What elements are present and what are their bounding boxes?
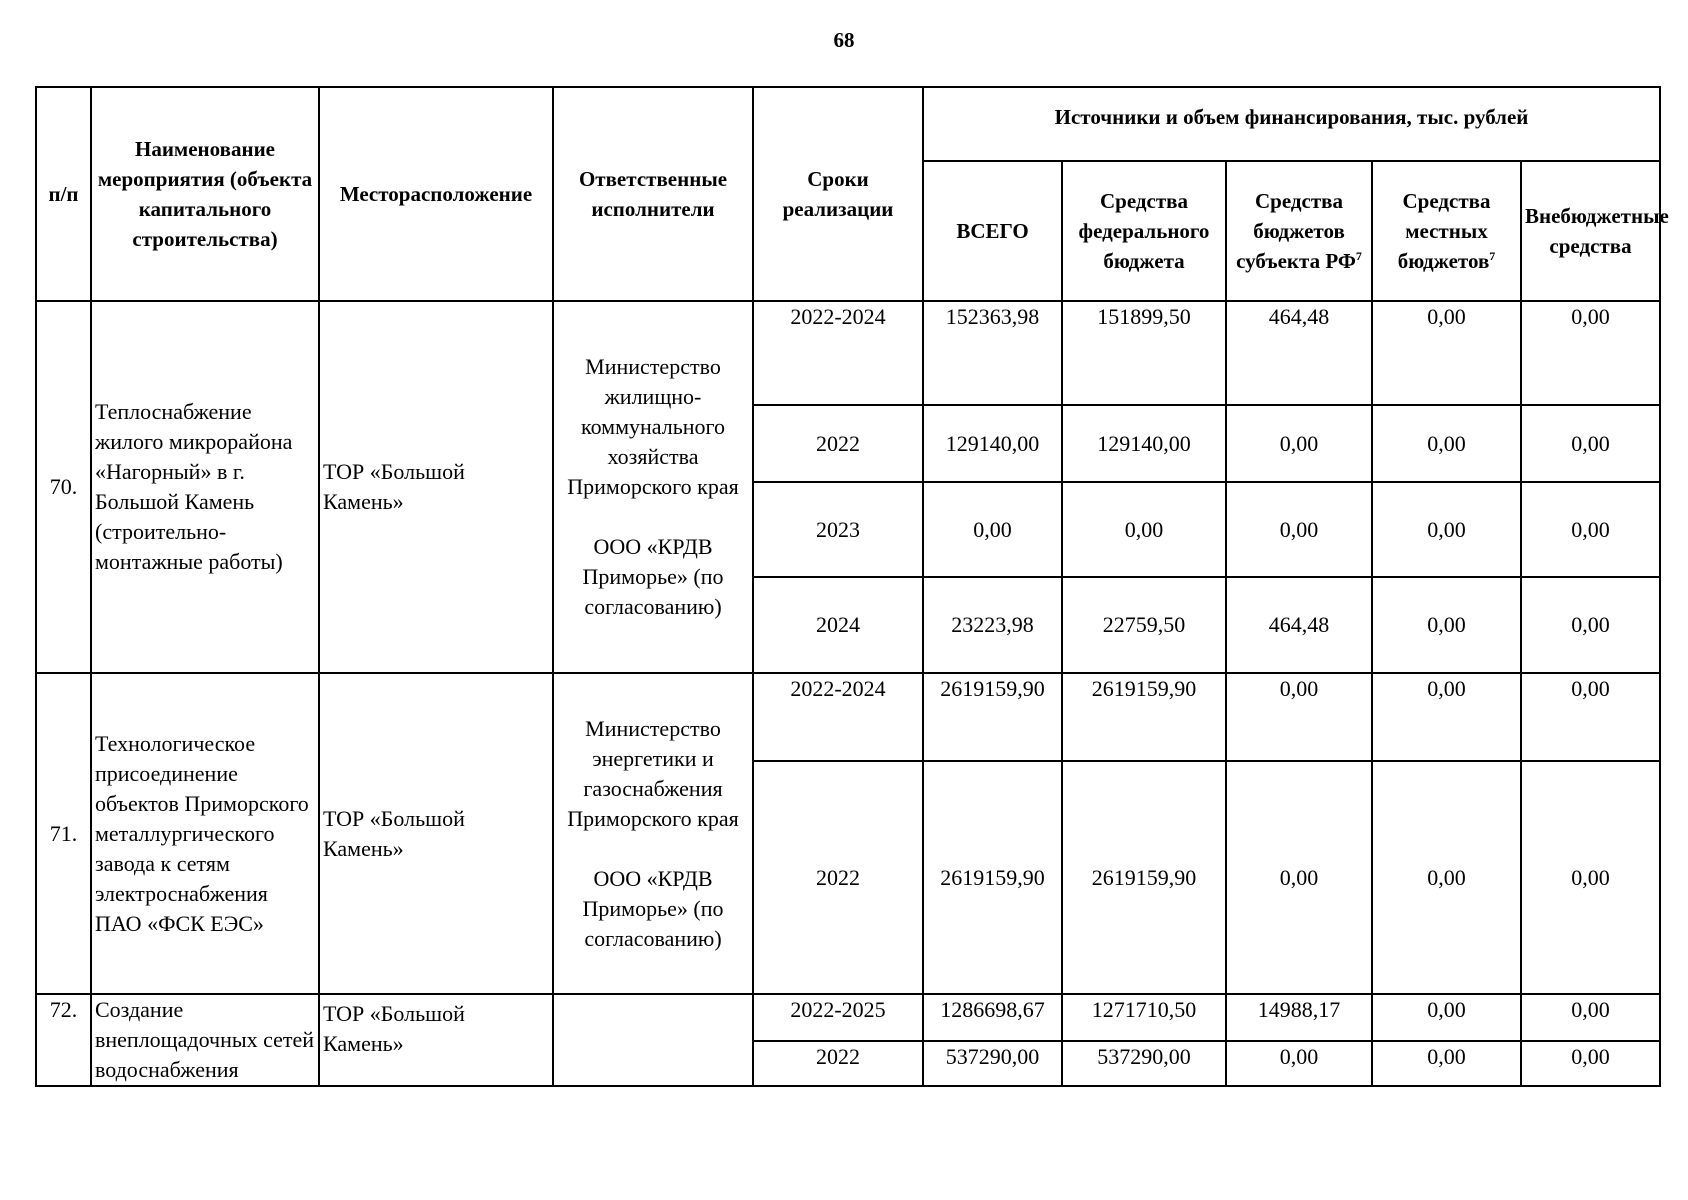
cell-federal: 0,00: [1062, 482, 1226, 577]
cell-local: 0,00: [1372, 761, 1521, 994]
header-offbudget: Внебюджетные средства: [1521, 161, 1660, 301]
header-local-footnote: 7: [1489, 249, 1496, 263]
cell-subject: 0,00: [1226, 761, 1372, 994]
cell-subject: 0,00: [1226, 1041, 1372, 1086]
cell-total: 537290,00: [923, 1041, 1062, 1086]
cell-local: 0,00: [1372, 1041, 1521, 1086]
cell-total: 0,00: [923, 482, 1062, 577]
cell-offbudget: 0,00: [1521, 405, 1660, 482]
cell-federal: 1271710,50: [1062, 994, 1226, 1041]
cell-total: 23223,98: [923, 577, 1062, 673]
row-location: ТОР «Большой Камень»: [319, 994, 553, 1086]
header-index: п/п: [36, 87, 91, 301]
cell-offbudget: 0,00: [1521, 994, 1660, 1041]
cell-federal: 22759,50: [1062, 577, 1226, 673]
cell-offbudget: 0,00: [1521, 577, 1660, 673]
cell-federal: 537290,00: [1062, 1041, 1226, 1086]
cell-subject: 0,00: [1226, 405, 1372, 482]
cell-subject: 0,00: [1226, 673, 1372, 761]
cell-term: 2023: [753, 482, 923, 577]
row-index: 72.: [36, 994, 91, 1086]
table-row: [36, 994, 1660, 1041]
row-executors: [553, 301, 753, 673]
executor-company: ООО «КРДВ Приморье» (по согласованию): [582, 865, 724, 951]
row-index: 71.: [36, 673, 91, 994]
row-name: Теплоснабжение жилого микрорайона «Нагорный» в г. Большой Камень (строительно-монтажные работы): [91, 301, 319, 673]
cell-total: 129140,00: [923, 405, 1062, 482]
table-row: [36, 301, 1660, 405]
cell-term: 2022: [753, 1041, 923, 1086]
row-location: ТОР «Большой Камень»: [319, 301, 553, 673]
executor-ministry: Министерство жилищно-коммунального хозяйства Приморского края: [567, 354, 739, 499]
cell-federal: 151899,50: [1062, 301, 1226, 405]
cell-local: 0,00: [1372, 405, 1521, 482]
cell-local: 0,00: [1372, 577, 1521, 673]
cell-total: 2619159,90: [923, 673, 1062, 761]
header-financing-group: Источники и объем финансирования, тыс. рублей: [923, 87, 1660, 161]
header-total: ВСЕГО: [923, 161, 1062, 301]
financing-table: [35, 86, 1669, 1087]
cell-federal: 2619159,90: [1062, 761, 1226, 994]
row-index: 70.: [36, 301, 91, 673]
header-subject-label: Средства бюджетов субъекта РФ: [1236, 189, 1356, 273]
cell-offbudget: 0,00: [1521, 673, 1660, 761]
cell-subject: 464,48: [1226, 577, 1372, 673]
row-executors: [553, 673, 753, 994]
cell-total: 152363,98: [923, 301, 1062, 405]
cell-term: 2022-2024: [753, 301, 923, 405]
cell-total: 2619159,90: [923, 761, 1062, 994]
header-name: Наименование мероприятия (объекта капитального строительства): [91, 87, 319, 301]
cell-local: 0,00: [1372, 301, 1521, 405]
cell-offbudget: 0,00: [1521, 301, 1660, 405]
cell-term: 2022: [753, 405, 923, 482]
header-local-label: Средства местных бюджетов: [1397, 189, 1491, 273]
cell-local: 0,00: [1372, 673, 1521, 761]
cell-subject: 14988,17: [1226, 994, 1372, 1041]
cell-term: 2024: [753, 577, 923, 673]
header-subject: [1226, 161, 1372, 301]
cell-term: 2022-2025: [753, 994, 923, 1041]
header-local: [1372, 161, 1521, 301]
cell-offbudget: 0,00: [1521, 1041, 1660, 1086]
cell-federal: 129140,00: [1062, 405, 1226, 482]
cell-federal: 2619159,90: [1062, 673, 1226, 761]
cell-term: 2022-2024: [753, 673, 923, 761]
row-name: Технологическое присоединение объектов Приморского металлургического завода к сетям электроснабжения ПАО «ФСК ЕЭС»: [91, 673, 319, 994]
executor-ministry: Министерство энергетики и газоснабжения Приморского края: [567, 715, 739, 831]
cell-subject: 0,00: [1226, 482, 1372, 577]
cell-offbudget: 0,00: [1521, 761, 1660, 994]
cell-local: 0,00: [1372, 994, 1521, 1041]
header-executors: Ответственные исполнители: [553, 87, 753, 301]
executor-company: ООО «КРДВ Приморье» (по согласованию): [582, 534, 724, 619]
row-executors: [553, 994, 753, 1086]
cell-offbudget: 0,00: [1521, 482, 1660, 577]
row-location: ТОР «Большой Камень»: [319, 673, 553, 994]
header-location: Месторасположение: [319, 87, 553, 301]
cell-term: 2022: [753, 761, 923, 994]
cell-total: 1286698,67: [923, 994, 1062, 1041]
cell-subject: 464,48: [1226, 301, 1372, 405]
header-terms: Сроки реализации: [753, 87, 923, 301]
cell-local: 0,00: [1372, 482, 1521, 577]
page-number: 68: [833, 28, 855, 52]
table-row: [36, 673, 1660, 761]
header-federal: Средства федерального бюджета: [1062, 161, 1226, 301]
row-name: Создание внеплощадочных сетей водоснабжения: [91, 994, 319, 1086]
header-subject-footnote: 7: [1355, 249, 1362, 263]
